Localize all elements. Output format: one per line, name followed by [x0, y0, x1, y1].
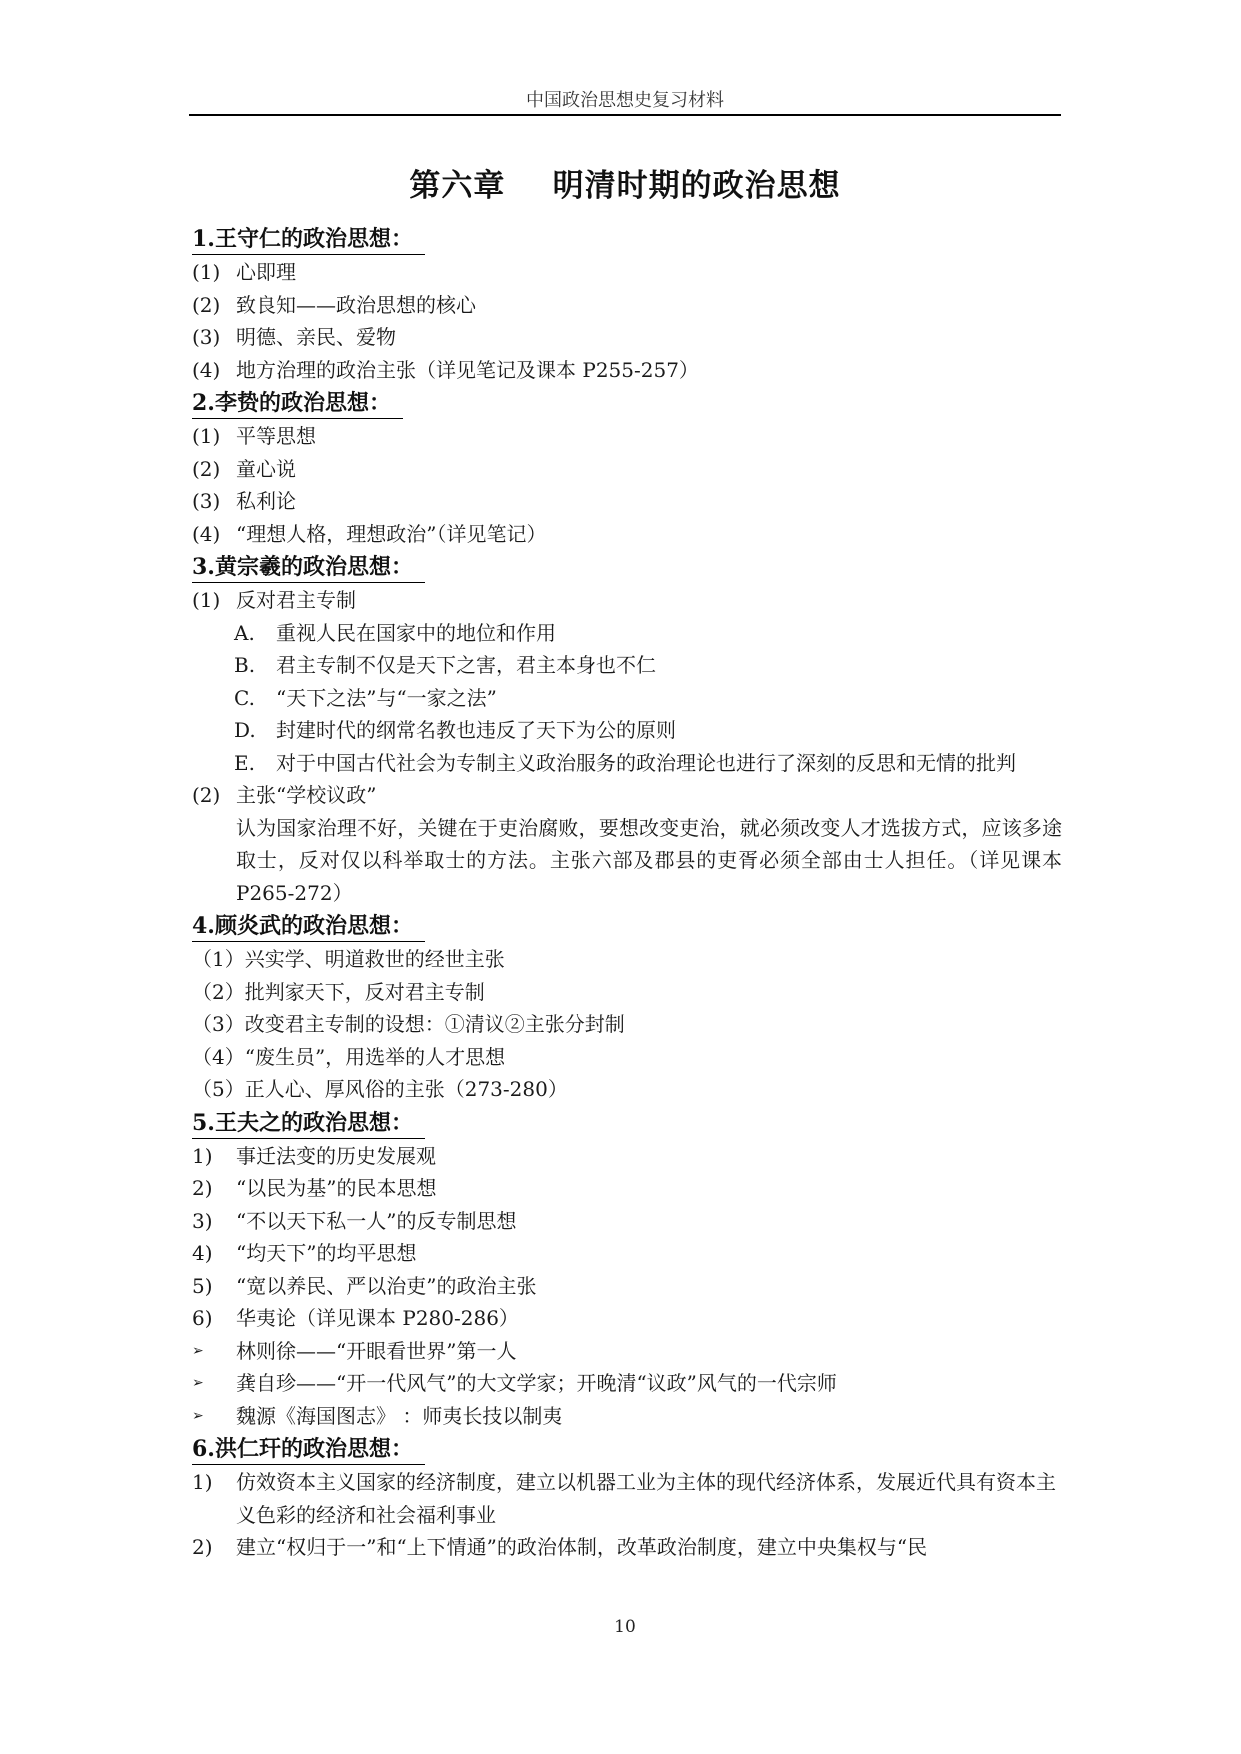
list-item: (4) 地方治理的政治主张（详见笔记及课本 P255-257） — [192, 357, 699, 382]
sub-list — [192, 617, 1062, 780]
list-item: (1) 心即理 — [192, 260, 296, 284]
section-wang-fuzhi — [192, 1106, 1062, 1433]
list-item: (2) 童心说 — [192, 456, 296, 481]
list-item: （2） 批判家天下，反对君主专制 — [192, 979, 485, 1004]
section-title: 3.黄宗羲的政治思想： — [192, 550, 1062, 584]
list-item: 4) “均天下”的均平思想 — [192, 1241, 417, 1265]
bullet-item: ➢ 魏源《海国图志》 ：师夷长技以制夷 — [192, 1400, 1062, 1433]
list-item: (1) 反对君主专制 — [192, 588, 356, 612]
section-li-zhi — [192, 386, 1062, 550]
bullet-item: ➢ 龚自珍——“开一代风气”的大文学家；开晚清“议政”风气的一代宗师 — [192, 1367, 1062, 1400]
section-title: 1.王守仁的政治思想： — [192, 222, 1062, 256]
list-item: 6) 华夷论（详见课本 P280-286） — [192, 1306, 519, 1330]
section-title: 6.洪仁玕的政治思想： — [192, 1432, 1062, 1466]
sub-list-item: C. “天下之法”与“一家之法” — [234, 685, 497, 710]
section-huang-zongxi — [192, 550, 1062, 909]
list-item: (4) “理想人格，理想政治”（详见笔记） — [192, 521, 547, 546]
section-title: 2.李贽的政治思想： — [192, 386, 1062, 420]
list-item: 3) “不以天下私一人”的反专制思想 — [192, 1208, 517, 1233]
list-item: (1) 平等思想 — [192, 424, 316, 448]
list-item: (2) 致良知——政治思想的核心 — [192, 292, 476, 317]
sub-list-item: D. 封建时代的纲常名教也违反了天下为公的原则 — [234, 718, 676, 742]
sub-list-item: B. 君主专制不仅是天下之害，君主本身也不仁 — [234, 653, 656, 677]
list-item: （4） “废生员”，用选举的人才思想 — [192, 1044, 506, 1069]
list-item: (2) 主张“学校议政” — [192, 783, 377, 807]
section-title: 4.顾炎武的政治思想： — [192, 909, 1062, 943]
sub-list-item: E. 对于中国古代社会为专制主义政治服务的政治理论也进行了深刻的反思和无情的批判 — [234, 750, 1016, 775]
arrow-bullet-icon: ➢ — [192, 1407, 204, 1424]
chapter-title: 第六章 明清时期的政治思想 — [409, 168, 841, 204]
list-item: 2) 建立“权归于一”和“上下情通”的政治体制，改革政治制度，建立中央集权与“民 — [192, 1535, 928, 1559]
arrow-bullet-icon: ➢ — [192, 1342, 204, 1359]
arrow-bullet-icon: ➢ — [192, 1375, 204, 1391]
list-item: （1） 兴实学、明道救世的经世主张 — [192, 947, 505, 971]
header-rule — [189, 114, 1061, 116]
list-item: 1) 仿效资本主义国家的经济制度，建立以机器工业为主体的现代经济体系，发展近代具有资本主义色彩的经济和社会福利事业 — [192, 1470, 1056, 1527]
section-gu-yanwu — [192, 909, 1062, 1106]
section-title: 5.王夫之的政治思想： — [192, 1106, 1062, 1140]
content-body — [192, 222, 1062, 1564]
section-hong-rengan — [192, 1432, 1062, 1564]
list-item: (3) 明德、亲民、爱物 — [192, 325, 396, 349]
sub-list-item: A. 重视人民在国家中的地位和作用 — [234, 620, 556, 645]
list-item: 1) 事迁法变的历史发展观 — [192, 1143, 436, 1168]
section-wang-shouren — [192, 222, 1062, 386]
list-item: 2) “以民为基”的民本思想 — [192, 1176, 437, 1200]
list-item: (3) 私利论 — [192, 489, 296, 513]
list-item: （5） 正人心、厚风俗的主张（273-280） — [192, 1077, 568, 1101]
list-item: 5) “宽以养民、严以治吏”的政治主张 — [192, 1273, 537, 1298]
page-number: 10 — [614, 1617, 636, 1637]
paragraph: 认为国家治理不好，关键在于吏治腐败，要想改变吏治，就必须改变人才选拔方式，应该多途取士，反对仅以科举取士的方法。主张六部及郡县的吏胥必须全部由士人担任。（详见课本 P265-272） — [236, 815, 1062, 905]
list-item: （3） 改变君主专制的设想：①清议②主张分封制 — [192, 1012, 625, 1036]
bullet-item: ➢ 林则徐——“开眼看世界”第一人 — [192, 1335, 1062, 1368]
running-header: 中国政治思想史复习材料 — [526, 90, 724, 111]
